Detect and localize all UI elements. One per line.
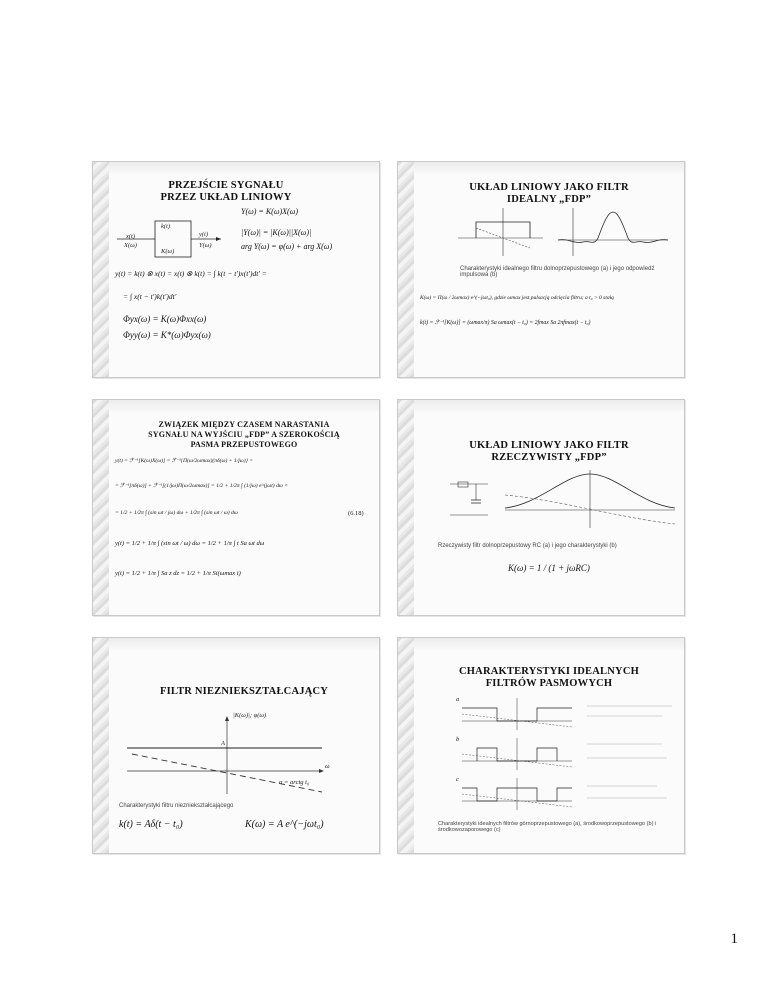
equation: Y(ω) = K(ω)X(ω) xyxy=(241,207,298,216)
caption: Charakterystyki idealnych filtrów górnoprzepustowego (a), środkowoprzepustowego (b) i środkowozaporowego (c) xyxy=(438,821,657,833)
axis-label: |K(ω)|; φ(ω) xyxy=(233,712,267,719)
slide-title: UKŁAD LINIOWY JAKO FILTR IDEALNY „FDP” xyxy=(469,182,629,205)
slide-6 xyxy=(397,637,685,854)
equation: K(ω) = 1 / (1 + jωRC) xyxy=(508,563,590,573)
block-label: Y(ω) xyxy=(199,242,212,249)
equation: |Y(ω)| = |K(ω)||X(ω)| xyxy=(241,228,312,237)
axis-label: A xyxy=(221,740,225,747)
slide-title: CHARAKTERYSTYKI IDEALNYCH FILTRÓW PASMOWYCH xyxy=(459,666,639,689)
caption: Charakterystyki filtru niezniekształcającego xyxy=(119,803,234,809)
slide-title: UKŁAD LINIOWY JAKO FILTR RZECZYWISTY „FDP” xyxy=(469,440,629,463)
equation: y(t) = k(t) ⊗ x(t) = x(t) ⊗ k(t) = ∫ k(t − t′)x(t′)dt′ = xyxy=(115,269,267,278)
caption: Charakterystyki idealnego filtru dolnoprzepustowego (a) i jego odpowiedź impulsowa (b) xyxy=(460,266,655,278)
block-label: x(t) xyxy=(126,233,136,240)
equation: = 1/2 + 1/2π ∫ (sin ωt / jω) dω + 1/2π ∫ (sin ωt / ω) dω xyxy=(115,510,238,516)
block-label: y(t) xyxy=(199,231,209,238)
slide-1 xyxy=(92,161,380,378)
panel-label: b xyxy=(456,736,460,743)
equation: K(ω) = A e^(−jωt₀) xyxy=(245,819,324,830)
slide-5 xyxy=(92,637,380,854)
block-label: k(t) xyxy=(161,223,171,230)
bandpass-plots xyxy=(462,696,672,816)
axis-label: ω xyxy=(325,763,330,770)
equation: k(t) = ℱ⁻¹[K(ω)] = (ωmax/π) Sa ωmax(t − t₀) = 2fmax Sa 2πfmax(t − t₀) xyxy=(420,320,591,326)
equation: Φyy(ω) = K*(ω)Φyx(ω) xyxy=(123,330,211,340)
equation: K(ω) = Π(ω / 2ωmax) e^(−jωt₀), gdzie ωmax jest pulsacją odcięcia filtru; a t₀ > 0 stałą xyxy=(420,295,614,301)
ideal-lpf-plots xyxy=(458,208,668,258)
rc-filter-plots xyxy=(450,470,675,530)
block-label: X(ω) xyxy=(124,242,137,249)
slide-title: ZWIĄZEK MIĘDZY CZASEM NARASTANIA SYGNAŁU NA WYJŚCIU „FDP” A SZEROKOŚCIĄ PASMA PRZEPUSTOWEGO xyxy=(148,420,340,449)
axis-label: α = arctg t₀ xyxy=(279,779,310,786)
caption: Rzeczywisty filtr dolnoprzepustowy RC (a) i jego charakterystyki (b) xyxy=(438,543,617,549)
equation: Φyx(ω) = K(ω)Φxx(ω) xyxy=(123,314,207,324)
equation: y(t) = 1/2 + 1/π ∫ (sin ωt / ω) dω = 1/2 + 1/π ∫ t Sa ωt dω xyxy=(115,540,265,547)
slide-title: FILTR NIEZNIEKSZTAŁCAJĄCY xyxy=(159,686,329,697)
equation: arg Y(ω) = φ(ω) + arg X(ω) xyxy=(241,242,333,251)
panel-label: a xyxy=(456,696,460,703)
slide-4 xyxy=(397,399,685,616)
equation: = ∫ x(t − t′)k(t′)dt′ xyxy=(123,292,177,301)
equation: k(t) = Aδ(t − t₀) xyxy=(119,819,183,830)
slide-2 xyxy=(397,161,685,378)
slide-3 xyxy=(92,399,380,616)
equation: y(t) = 1/2 + 1/π ∫ Sa z dz = 1/2 + 1/π Si(ωmax t) xyxy=(115,570,241,577)
panel-label: c xyxy=(456,776,459,783)
equation: y(t) = ℱ⁻¹[K(ω)X(ω)] = ℱ⁻¹{Π(ω/2ωmax)(πδ(ω) + 1/jω)} = xyxy=(115,458,254,464)
equation-number: (6.18) xyxy=(348,510,364,517)
block-label: K(ω) xyxy=(161,248,175,255)
slide-title: PRZEJŚCIE SYGNAŁU PRZEZ UKŁAD LINIOWY xyxy=(160,180,292,203)
equation: = ℱ⁻¹[πδ(ω)] + ℱ⁻¹[(1/jω)Π(ω/2ωmax)] = 1/2 + 1/2π ∫ (1/jω) e^(jωt) dω = xyxy=(115,483,288,489)
page-number: 1 xyxy=(730,931,738,947)
